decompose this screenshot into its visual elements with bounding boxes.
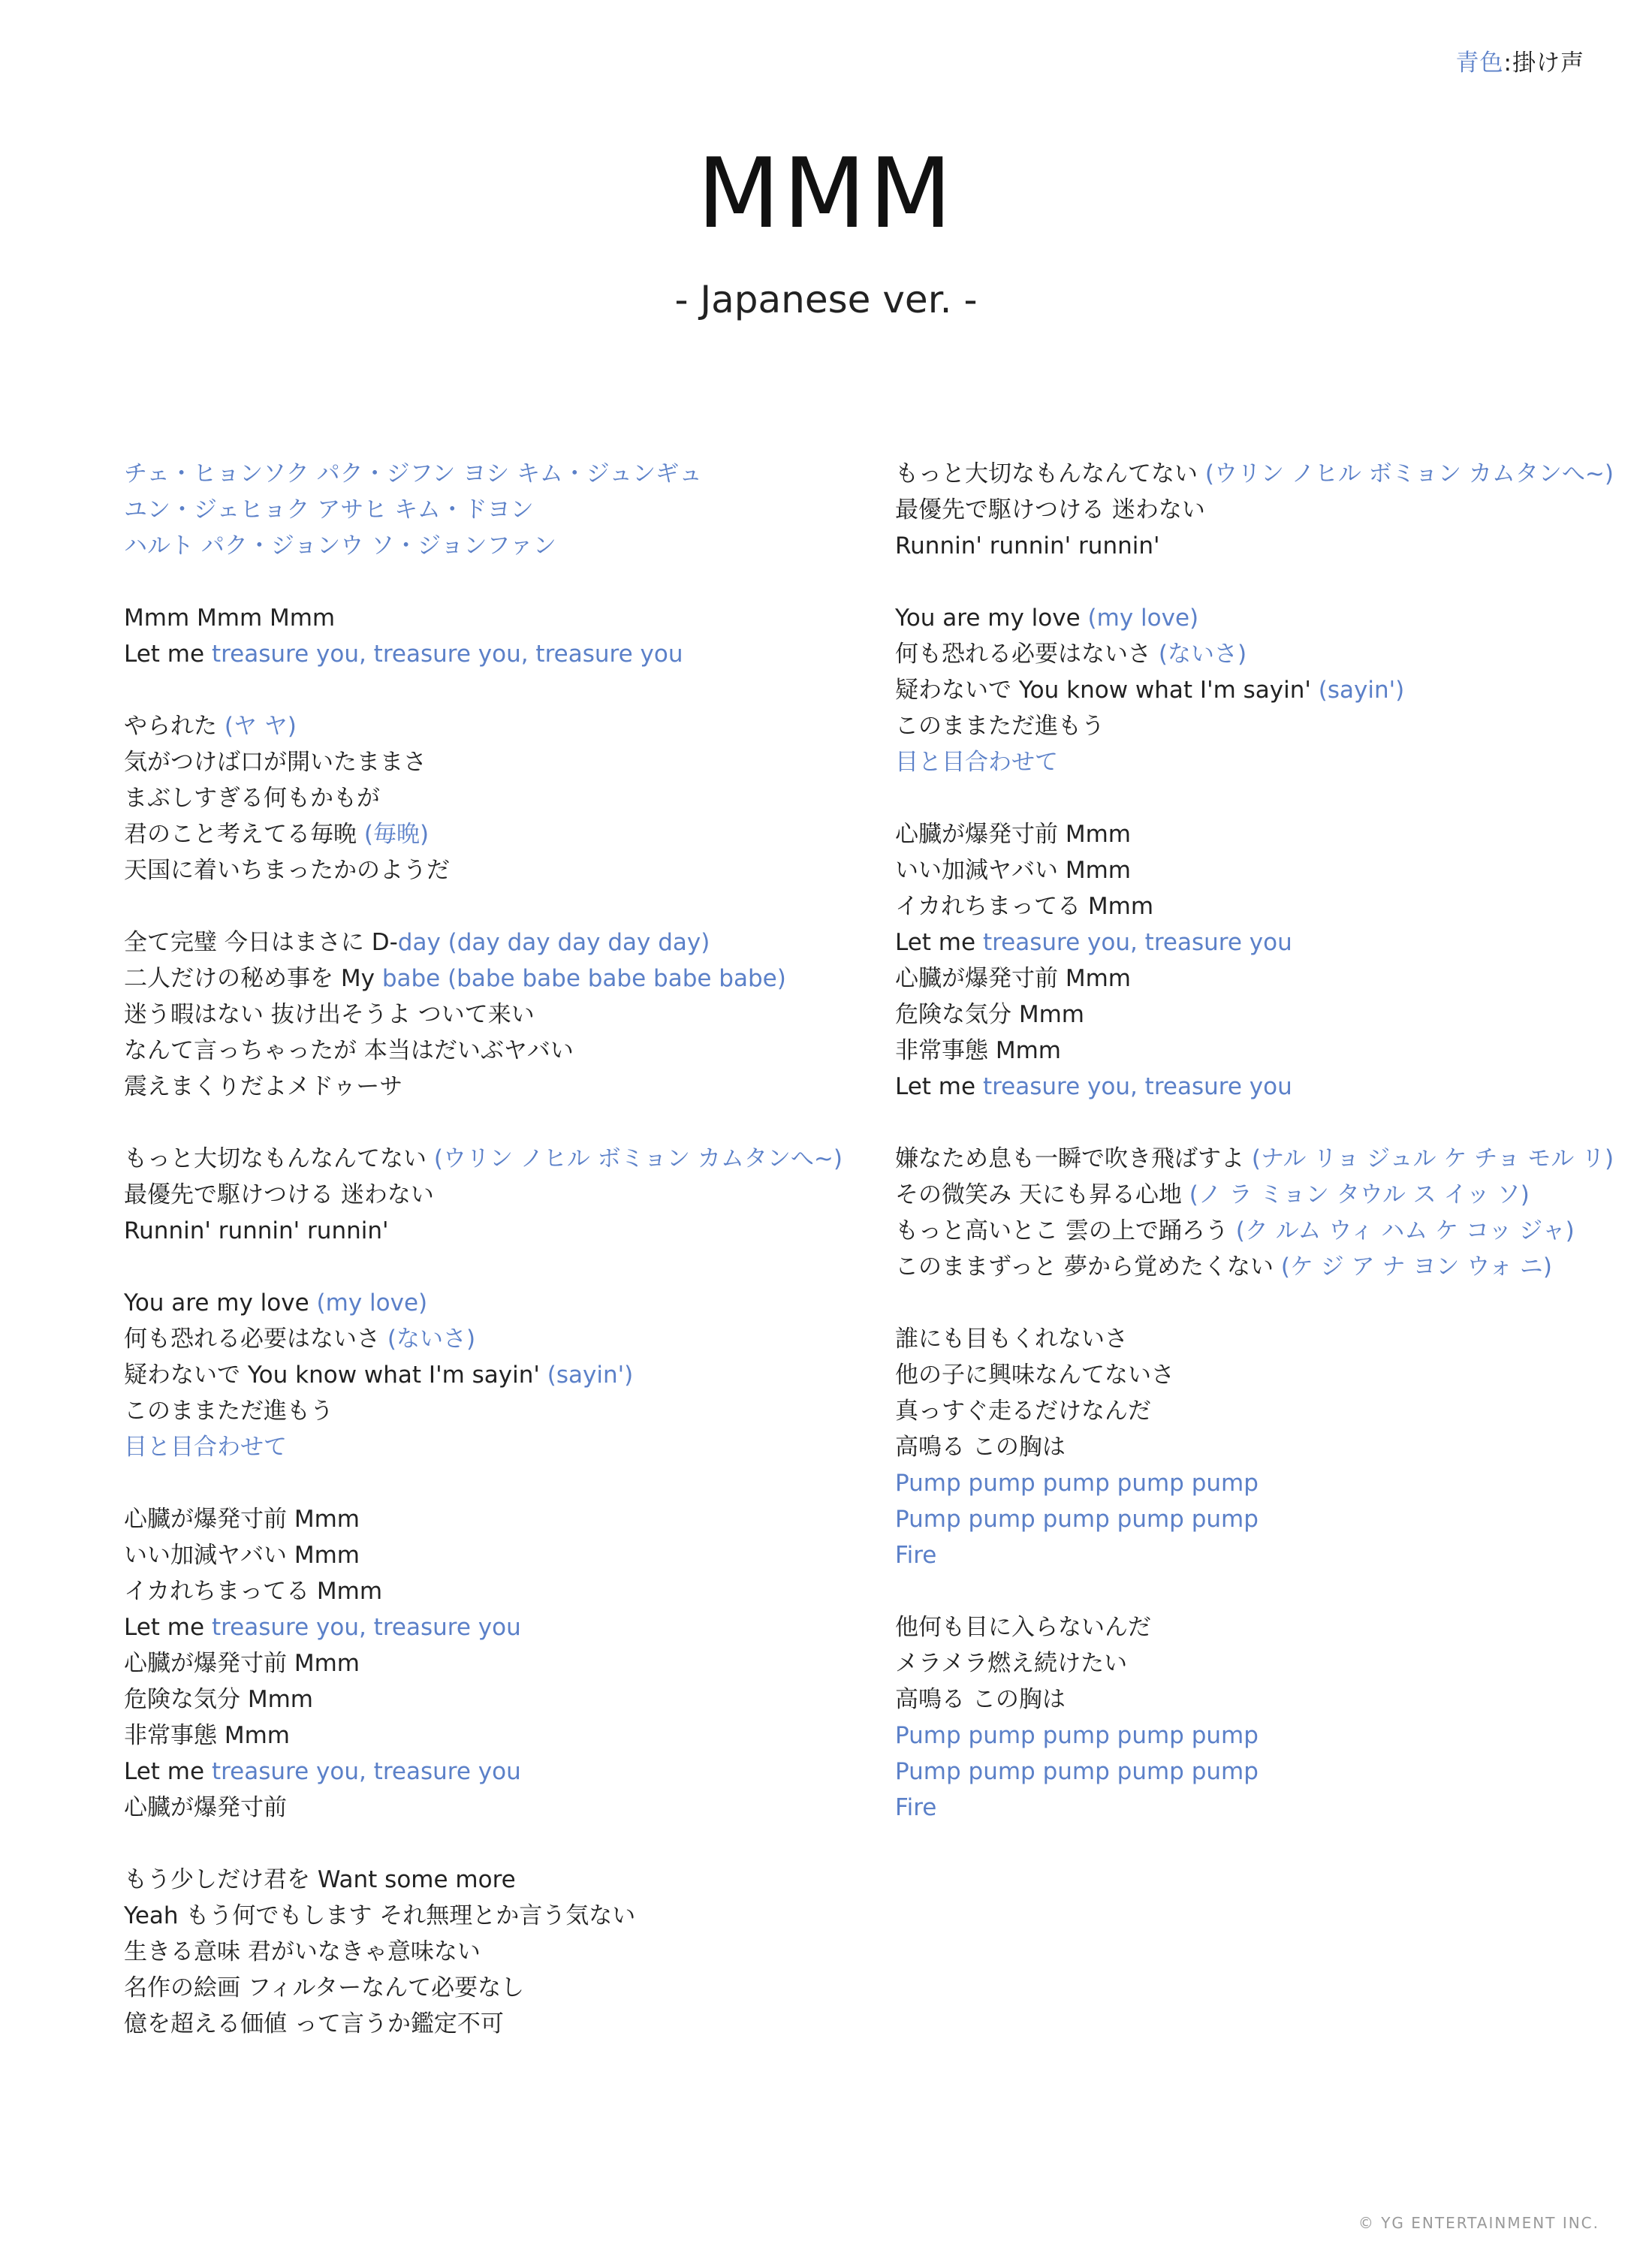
- call-segment: (ク ルム ウィ ハム ケ コッ ジャ): [1235, 1217, 1575, 1244]
- lyric-segment: やられた: [124, 713, 225, 740]
- lyric-segment: Yeah もう何でもします それ無理とか言う気ない: [124, 1902, 636, 1929]
- lyric-segment: その微笑み 天にも昇る心地: [895, 1181, 1189, 1208]
- call-segment: 目と目合わせて: [124, 1434, 287, 1461]
- lyrics-left-column: [124, 456, 875, 2078]
- lyric-segment: 最優先で駆けつける 迷わない: [895, 496, 1205, 523]
- lyric-line: [895, 961, 1646, 997]
- call-segment: treasure you, treasure you, treasure you: [211, 641, 683, 668]
- lyric-line: [124, 1754, 875, 1790]
- lyric-segment: 天国に着いちまったかのようだ: [124, 857, 450, 884]
- lyric-segment: イカれちまってる Mmm: [895, 893, 1154, 920]
- call-segment: (ないさ): [1158, 641, 1247, 668]
- lyric-line: [895, 1609, 1646, 1645]
- call-segment: ユン・ジェヒョク アサヒ キム・ドヨン: [124, 496, 534, 523]
- lyric-segment: Let me: [895, 929, 983, 956]
- lyric-line: [124, 1069, 875, 1105]
- call-segment: treasure you, treasure you: [211, 1758, 521, 1785]
- call-segment: day (day day day day day): [397, 929, 710, 956]
- lyric-segment: 真っすぐ走るだけなんだ: [895, 1398, 1151, 1425]
- lyric-line: [124, 1033, 875, 1069]
- call-segment: (毎晩): [363, 821, 430, 848]
- call-segment: Pump pump pump pump pump: [895, 1506, 1259, 1533]
- lyric-segment: 気がつけば口が開いたままさ: [124, 749, 427, 776]
- call-segment: Pump pump pump pump pump: [895, 1470, 1259, 1497]
- lyric-line: [895, 852, 1646, 888]
- lyric-line: [124, 997, 875, 1033]
- lyric-segment: 疑わないで You know what I'm sayin': [124, 1362, 547, 1389]
- lyric-segment: 何も恐れる必要はないさ: [895, 641, 1159, 668]
- lyric-line: [124, 1213, 875, 1249]
- lyric-stanza: [124, 1141, 875, 1249]
- lyric-line: [895, 1213, 1646, 1249]
- legend-meaning: 掛け声: [1512, 50, 1584, 77]
- lyric-segment: 心臓が爆発寸前: [124, 1794, 287, 1821]
- lyric-segment: 危険な気分 Mmm: [124, 1686, 313, 1713]
- lyric-line: [895, 1465, 1646, 1501]
- lyric-line: [124, 1681, 875, 1718]
- lyric-segment: 心臓が爆発寸前 Mmm: [895, 965, 1131, 992]
- lyric-line: [895, 1393, 1646, 1429]
- lyric-line: [895, 636, 1646, 672]
- lyric-segment: Let me: [895, 1073, 983, 1100]
- lyric-stanza: [895, 600, 1646, 780]
- lyric-line: [124, 600, 875, 636]
- lyric-line: [895, 1249, 1646, 1285]
- call-segment: (ウリン ノヒル ボミョン カムタンへ~): [1204, 460, 1614, 487]
- lyric-line: [124, 816, 875, 852]
- lyric-line: [124, 708, 875, 744]
- lyric-line: [124, 1537, 875, 1573]
- lyric-line: [124, 852, 875, 888]
- lyric-segment: 名作の絵画 フィルターなんて必要なし: [124, 1974, 525, 2001]
- lyric-segment: 疑わないで You know what I'm sayin': [895, 677, 1319, 704]
- lyric-segment: 危険な気分 Mmm: [895, 1001, 1084, 1028]
- lyric-segment: 迷う暇はない 抜け出そうよ ついて来い: [124, 1001, 535, 1028]
- copyright-notice: © YG ENTERTAINMENT INC.: [1358, 2214, 1599, 2232]
- lyric-segment: 非常事態 Mmm: [895, 1037, 1061, 1064]
- call-segment: treasure you, treasure you: [982, 1073, 1292, 1100]
- lyric-stanza: [895, 456, 1646, 564]
- lyric-segment: 非常事態 Mmm: [124, 1722, 290, 1749]
- lyric-line: [124, 1177, 875, 1213]
- lyric-segment: このままずっと 夢から覚めたくない: [895, 1253, 1281, 1280]
- lyric-segment: 最優先で駆けつける 迷わない: [124, 1181, 434, 1208]
- legend-color-label: 青色: [1455, 50, 1504, 77]
- lyric-line: [124, 1141, 875, 1177]
- lyric-segment: 心臓が爆発寸前 Mmm: [124, 1650, 360, 1677]
- lyric-line: [895, 1501, 1646, 1537]
- lyric-stanza: [124, 1285, 875, 1465]
- lyric-line: [124, 1970, 875, 2006]
- lyric-segment: Runnin' runnin' runnin': [124, 1217, 389, 1244]
- lyric-line: [124, 1321, 875, 1357]
- call-segment: ハルト パク・ジョンウ ソ・ジョンファン: [124, 532, 556, 559]
- call-segment: (my love): [316, 1289, 428, 1317]
- call-segment: babe (babe babe babe babe babe): [381, 965, 786, 992]
- lyric-stanza: [124, 600, 875, 672]
- lyric-line: [895, 1429, 1646, 1465]
- lyric-segment: 誰にも目もくれないさ: [895, 1326, 1128, 1353]
- lyric-segment: 他の子に興味なんてないさ: [895, 1362, 1174, 1389]
- lyric-line: [895, 1681, 1646, 1718]
- lyric-line: [124, 1393, 875, 1429]
- lyric-line: [124, 636, 875, 672]
- lyric-stanza: [895, 1141, 1646, 1285]
- lyric-segment: 震えまくりだよメドゥーサ: [124, 1073, 403, 1100]
- lyric-line: [124, 1862, 875, 1898]
- color-legend: [1456, 44, 1584, 77]
- lyric-segment: いい加減ヤバい Mmm: [895, 857, 1131, 884]
- lyric-segment: 全て完璧 今日はまさに D-: [124, 929, 398, 956]
- lyric-segment: 他何も目に入らないんだ: [895, 1614, 1151, 1641]
- lyric-segment: このままただ進もう: [895, 713, 1105, 740]
- lyric-segment: 嫌なため息も一瞬で吹き飛ばすよ: [895, 1145, 1252, 1172]
- lyric-stanza: [124, 708, 875, 888]
- lyric-line: [895, 672, 1646, 708]
- lyric-line: [895, 1069, 1646, 1105]
- lyric-stanza: [895, 816, 1646, 1105]
- lyric-line: [895, 1357, 1646, 1393]
- lyric-stanza: [124, 1501, 875, 1826]
- lyric-line: [895, 1645, 1646, 1681]
- lyric-line: [895, 1537, 1646, 1573]
- call-segment: Pump pump pump pump pump: [895, 1722, 1259, 1749]
- call-segment: treasure you, treasure you: [982, 929, 1292, 956]
- lyric-segment: Mmm Mmm Mmm: [124, 605, 336, 632]
- song-subtitle: - Japanese ver. -: [674, 278, 978, 321]
- lyric-line: [895, 600, 1646, 636]
- lyric-line: [895, 1754, 1646, 1790]
- lyric-line: [124, 1718, 875, 1754]
- lyric-line: [124, 1429, 875, 1465]
- lyric-line: [895, 1718, 1646, 1754]
- lyric-line: [124, 1898, 875, 1934]
- lyric-segment: 高鳴る この胸は: [895, 1434, 1066, 1461]
- lyric-line: [124, 492, 875, 528]
- lyric-segment: なんて言っちゃったが 本当はだいぶヤバい: [124, 1037, 574, 1064]
- song-title: MMM: [697, 138, 955, 250]
- lyric-line: [124, 2006, 875, 2042]
- lyric-segment: 生きる意味 君がいなきゃ意味ない: [124, 1938, 481, 1965]
- call-segment: (sayin'): [547, 1362, 634, 1389]
- lyric-segment: メラメラ燃え続けたい: [895, 1650, 1128, 1677]
- lyric-stanza: [124, 924, 875, 1105]
- lyrics-right-column: [895, 456, 1646, 1862]
- call-segment: (my love): [1087, 605, 1199, 632]
- lyric-line: [895, 744, 1646, 780]
- lyric-segment: 心臓が爆発寸前 Mmm: [124, 1506, 360, 1533]
- lyric-line: [124, 744, 875, 780]
- lyric-line: [895, 888, 1646, 924]
- lyric-line: [124, 1790, 875, 1826]
- lyric-segment: まぶしすぎる何もかもが: [124, 785, 380, 812]
- call-segment: (ノ ラ ミョン タウル ス イッ ソ): [1189, 1181, 1530, 1208]
- lyric-line: [124, 961, 875, 997]
- lyric-segment: Runnin' runnin' runnin': [895, 532, 1160, 559]
- lyric-segment: もう少しだけ君を Want some more: [124, 1866, 516, 1893]
- lyric-segment: このままただ進もう: [124, 1398, 333, 1425]
- lyric-line: [895, 1321, 1646, 1357]
- lyric-segment: 心臓が爆発寸前 Mmm: [895, 821, 1131, 848]
- lyric-stanza: [895, 1609, 1646, 1826]
- lyric-segment: イカれちまってる Mmm: [124, 1578, 383, 1605]
- lyric-segment: Let me: [124, 1758, 212, 1785]
- lyric-line: [124, 924, 875, 961]
- lyric-line: [895, 924, 1646, 961]
- lyric-segment: もっと大切なもんなんてない: [124, 1145, 434, 1172]
- lyric-segment: いい加減ヤバい Mmm: [124, 1542, 360, 1569]
- lyric-segment: You are my love: [124, 1289, 317, 1317]
- call-segment: (ウリン ノヒル ボミョン カムタンへ~): [433, 1145, 843, 1172]
- lyric-line: [124, 1357, 875, 1393]
- lyric-stanza: [124, 456, 875, 564]
- call-segment: チェ・ヒョンソク パク・ジフン ヨシ キム・ジュンギュ: [124, 460, 703, 487]
- lyric-line: [895, 708, 1646, 744]
- lyric-line: [124, 1573, 875, 1609]
- lyric-segment: Let me: [124, 1614, 212, 1641]
- lyric-line: [895, 492, 1646, 528]
- legend-separator: :: [1503, 50, 1512, 77]
- lyric-line: [895, 1790, 1646, 1826]
- lyric-line: [895, 816, 1646, 852]
- lyric-line: [124, 456, 875, 492]
- lyric-line: [895, 1141, 1646, 1177]
- call-segment: treasure you, treasure you: [211, 1614, 521, 1641]
- call-segment: (ないさ): [387, 1326, 476, 1353]
- lyric-segment: 高鳴る この胸は: [895, 1686, 1066, 1713]
- call-segment: (ナル リョ ジュル ケ チョ モル リ): [1251, 1145, 1614, 1172]
- lyric-line: [124, 1285, 875, 1321]
- lyric-segment: 二人だけの秘め事を My: [124, 965, 382, 992]
- call-segment: (sayin'): [1318, 677, 1405, 704]
- lyric-segment: 何も恐れる必要はないさ: [124, 1326, 387, 1353]
- lyric-line: [124, 1934, 875, 1970]
- lyric-line: [124, 1501, 875, 1537]
- lyric-line: [124, 528, 875, 564]
- call-segment: (ケ ジ ア ナ ヨン ウォ ニ): [1280, 1253, 1552, 1280]
- lyric-segment: もっと大切なもんなんてない: [895, 460, 1205, 487]
- call-segment: Fire: [895, 1542, 937, 1569]
- lyric-stanza: [124, 1862, 875, 2042]
- lyric-line: [124, 1609, 875, 1645]
- call-segment: (ヤ ヤ): [224, 713, 297, 740]
- lyric-segment: 億を超える価値 って言うか鑑定不可: [124, 2010, 504, 2037]
- lyric-line: [895, 1177, 1646, 1213]
- lyric-segment: You are my love: [895, 605, 1088, 632]
- lyric-segment: 君のこと考えてる毎晩: [124, 821, 364, 848]
- call-segment: Pump pump pump pump pump: [895, 1758, 1259, 1785]
- lyric-line: [895, 997, 1646, 1033]
- lyric-segment: もっと高いとこ 雲の上で踊ろう: [895, 1217, 1236, 1244]
- lyric-line: [124, 1645, 875, 1681]
- lyric-line: [895, 1033, 1646, 1069]
- lyric-line: [895, 528, 1646, 564]
- lyric-segment: Let me: [124, 641, 212, 668]
- call-segment: 目と目合わせて: [895, 749, 1058, 776]
- lyric-line: [124, 780, 875, 816]
- lyric-stanza: [895, 1321, 1646, 1573]
- call-segment: Fire: [895, 1794, 937, 1821]
- lyric-line: [895, 456, 1646, 492]
